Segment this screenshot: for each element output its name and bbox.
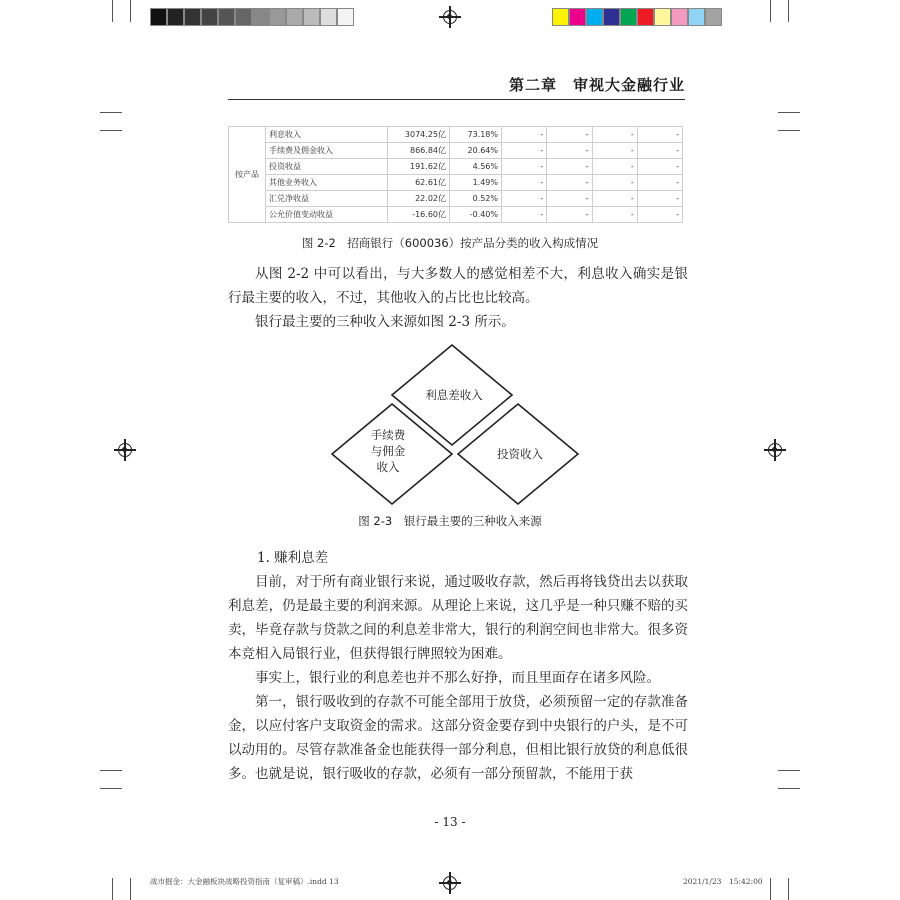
table-empty-cell: -: [592, 207, 637, 223]
body-paragraph: 目前，对于所有商业银行来说，通过吸收存款，然后再将钱贷出去以获取利息差，仍是最主要的利润来源。从理论上来说，这几乎是一种只赚不赔的买卖，毕竟存款与贷款之间的利息差非常大，银行的利润空间也非常大。很多资本竞相入局银行业，但获得银行牌照较为困难。: [228, 574, 688, 662]
table-percent-cell: 73.18%: [450, 127, 502, 143]
table-category-cell: 按产品: [229, 127, 266, 223]
table-empty-cell: -: [502, 159, 547, 175]
table-item-cell: 汇兑净收益: [266, 191, 388, 207]
table-item-cell: 手续费及佣金收入: [266, 143, 388, 159]
table-amount-cell: 22.02亿: [388, 191, 450, 207]
table-empty-cell: -: [502, 207, 547, 223]
diagram-label-left-line: 手续费: [370, 428, 406, 442]
figure-2-2-caption: 图 2-2 招商银行（600036）按产品分类的收入构成情况: [301, 236, 599, 250]
body-paragraph: 第一，银行吸收到的存款不可能全部用于放贷，必须预留一定的存款准备金，以应付客户支取资金的需求。这部分资金要存到中央银行的户头，是不可以动用的。尽管存款准备金也能获得一部分利息，但相比银行放贷的利息低很多。也就是说，银行吸收的存款，必须有一部分预留款，不能用于获: [228, 694, 688, 782]
table-amount-cell: 866.84亿: [388, 143, 450, 159]
table-empty-cell: -: [637, 207, 682, 223]
table-empty-cell: -: [502, 175, 547, 191]
page-number: - 13 -: [434, 815, 466, 829]
table-empty-cell: -: [592, 143, 637, 159]
diagram-label-left-line: 收入: [376, 460, 400, 474]
table-percent-cell: 4.56%: [450, 159, 502, 175]
table-empty-cell: -: [637, 175, 682, 191]
table-empty-cell: -: [637, 191, 682, 207]
table-amount-cell: -16.60亿: [388, 207, 450, 223]
table-empty-cell: -: [637, 159, 682, 175]
body-paragraph: 银行最主要的三种收入来源如图 2-3 所示。: [255, 314, 515, 330]
table-empty-cell: -: [547, 127, 592, 143]
diagram-label-top: 利息差收入: [425, 388, 483, 402]
table-empty-cell: -: [637, 127, 682, 143]
table-percent-cell: 20.64%: [450, 143, 502, 159]
body-paragraph: 从图 2-2 中可以看出，与大多数人的感觉相差不大，利息收入确实是银行最主要的收入，不过，其他收入的占比也比较高。: [228, 266, 688, 306]
table-amount-cell: 62.61亿: [388, 175, 450, 191]
section-heading: 1. 赚利息差: [257, 550, 329, 566]
table-empty-cell: -: [547, 143, 592, 159]
table-amount-cell: 3074.25亿: [388, 127, 450, 143]
table-empty-cell: -: [637, 143, 682, 159]
table-percent-cell: 1.49%: [450, 175, 502, 191]
table-item-cell: 利息收入: [266, 127, 388, 143]
table-empty-cell: -: [547, 191, 592, 207]
diagram-label-right: 投资收入: [497, 447, 543, 461]
table-percent-cell: -0.40%: [450, 207, 502, 223]
chapter-header: 第二章 审视大金融行业: [508, 76, 685, 94]
table-empty-cell: -: [592, 159, 637, 175]
table-empty-cell: -: [502, 143, 547, 159]
diagram-label-left-line: 与佣金: [370, 444, 406, 458]
table-amount-cell: 191.62亿: [388, 159, 450, 175]
print-slug-filename: 战市掘金：大金融板块战略投资指南（复审稿）.indd 13: [150, 877, 339, 886]
body-paragraph: 事实上，银行业的利息差也并不那么好挣，而且里面存在诸多风险。: [255, 670, 660, 686]
print-slug-timestamp: 2021/1/23 15:42:00: [683, 877, 763, 886]
table-percent-cell: 0.52%: [450, 191, 502, 207]
table-item-cell: 投资收益: [266, 159, 388, 175]
table-empty-cell: -: [592, 127, 637, 143]
table-empty-cell: -: [502, 127, 547, 143]
figure-2-3-caption: 图 2-3 银行最主要的三种收入来源: [358, 514, 542, 528]
table-item-cell: 公允价值变动收益: [266, 207, 388, 223]
table-empty-cell: -: [547, 207, 592, 223]
table-item-cell: 其他业务收入: [266, 175, 388, 191]
table-empty-cell: -: [592, 175, 637, 191]
table-empty-cell: -: [592, 191, 637, 207]
table-empty-cell: -: [547, 159, 592, 175]
table-empty-cell: -: [502, 191, 547, 207]
table-empty-cell: -: [547, 175, 592, 191]
